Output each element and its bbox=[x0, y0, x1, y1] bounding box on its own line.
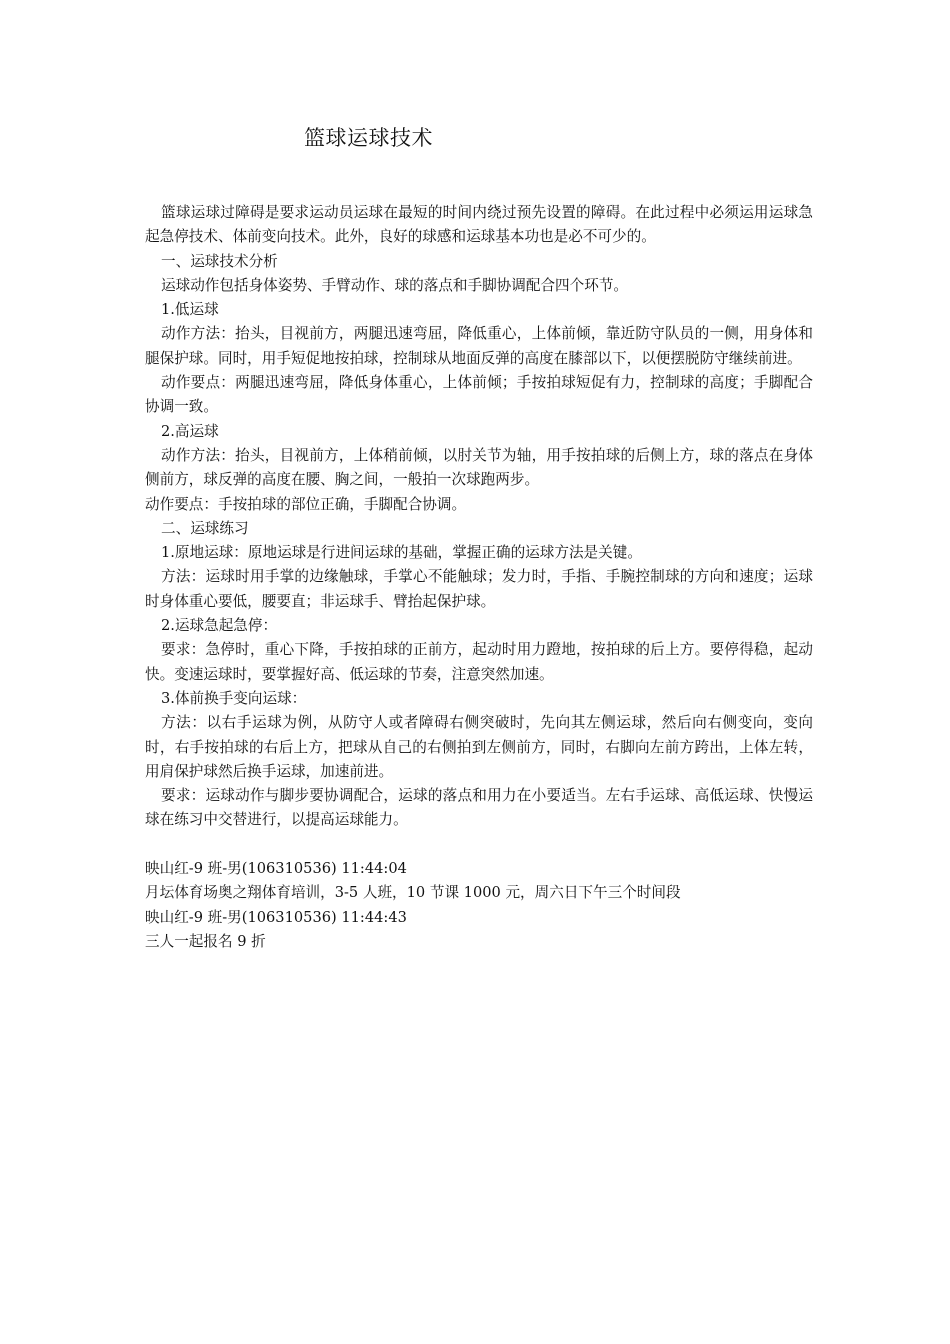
practice-stop-start: 2.运球急起急停： bbox=[161, 617, 278, 635]
low-dribble-method: 动作方法：抬头，目视前方，两腿迅速弯屈，降低重心，上体前倾，靠近防守队员的一侧，用身体和腿保护球。同时，用手短促地按拍球，控制球从地面反弹的高度在膝部以下，以便摆脱防守继续前进。 bbox=[145, 325, 813, 367]
chat-sender-line: 映山红-9 班-男(106310536) 11:44:04 bbox=[145, 860, 407, 878]
practice-crossover: 3.体前换手变向运球： bbox=[161, 689, 307, 707]
practice-crossover-method: 方法：以右手运球为例，从防守人或者障碍右侧突破时，先向其左侧运球，然后向右侧变向，变向时，右手按拍球的右后上方，把球从自己的右侧拍到左侧前方，同时，右脚向左前方跨出，上体左转，用肩保护球然后换手运球，加速前进。 bbox=[145, 714, 813, 780]
practice-stationary-method: 方法：运球时用手掌的边缘触球，手掌心不能触球；发力时，手指、手腕控制球的方向和速度；运球时身体重心要低，腰要直；非运球手、臂抬起保护球。 bbox=[145, 568, 813, 610]
section-heading-practice: 二、运球练习 bbox=[161, 519, 249, 537]
low-dribble-key-points: 动作要点：两腿迅速弯屈，降低身体重心，上体前倾；手按拍球短促有力，控制球的高度；手脚配合协调一致。 bbox=[145, 374, 813, 416]
document-body bbox=[145, 201, 813, 954]
chat-message: 三人一起报名 9 折 bbox=[145, 932, 266, 950]
practice-stationary: 1.原地运球：原地运球是行进间运球的基础，掌握正确的运球方法是关键。 bbox=[161, 544, 642, 562]
chat-log bbox=[145, 857, 813, 954]
high-dribble-method: 动作方法：抬头，目视前方，上体稍前倾，以肘关节为轴，用手按拍球的后侧上方，球的落点在身体侧前方，球反弹的高度在腰、胸之间，一般拍一次球跑两步。 bbox=[145, 446, 813, 489]
chat-message: 月坛体育场奥之翔体育培训，3-5 人班，10 节课 1000 元，周六日下午三个时间段 bbox=[145, 884, 681, 902]
section-heading-analysis: 一、运球技术分析 bbox=[161, 252, 278, 270]
subheading-high-dribble: 2.高运球 bbox=[161, 422, 219, 440]
document-title: 篮球运球技术 bbox=[304, 126, 433, 150]
blank-line bbox=[145, 833, 813, 857]
practice-stop-start-requirements: 要求：急停时，重心下降，手按拍球的正前方，起动时用力蹬地，按拍球的后上方。要停得稳，起动快。变速运球时，要掌握好高、低运球的节奏，注意突然加速。 bbox=[145, 641, 813, 683]
practice-crossover-requirements: 要求：运球动作与脚步要协调配合，运球的落点和用力在小要适当。左右手运球、高低运球、快慢运球在练习中交替进行，以提高运球能力。 bbox=[145, 787, 813, 829]
chat-sender-line: 映山红-9 班-男(106310536) 11:44:43 bbox=[145, 908, 407, 926]
intro-paragraph: 篮球运球过障碍是要求运动员运球在最短的时间内绕过预先设置的障碍。在此过程中必须运用运球急起急停技术、体前变向技术。此外，良好的球感和运球基本功也是必不可少的。 bbox=[145, 204, 813, 246]
high-dribble-key-points: 动作要点：手按拍球的部位正确，手脚配合协调。 bbox=[145, 495, 467, 513]
subheading-low-dribble: 1.低运球 bbox=[161, 301, 219, 319]
analysis-paragraph: 运球动作包括身体姿势、手臂动作、球的落点和手脚协调配合四个环节。 bbox=[161, 276, 629, 294]
